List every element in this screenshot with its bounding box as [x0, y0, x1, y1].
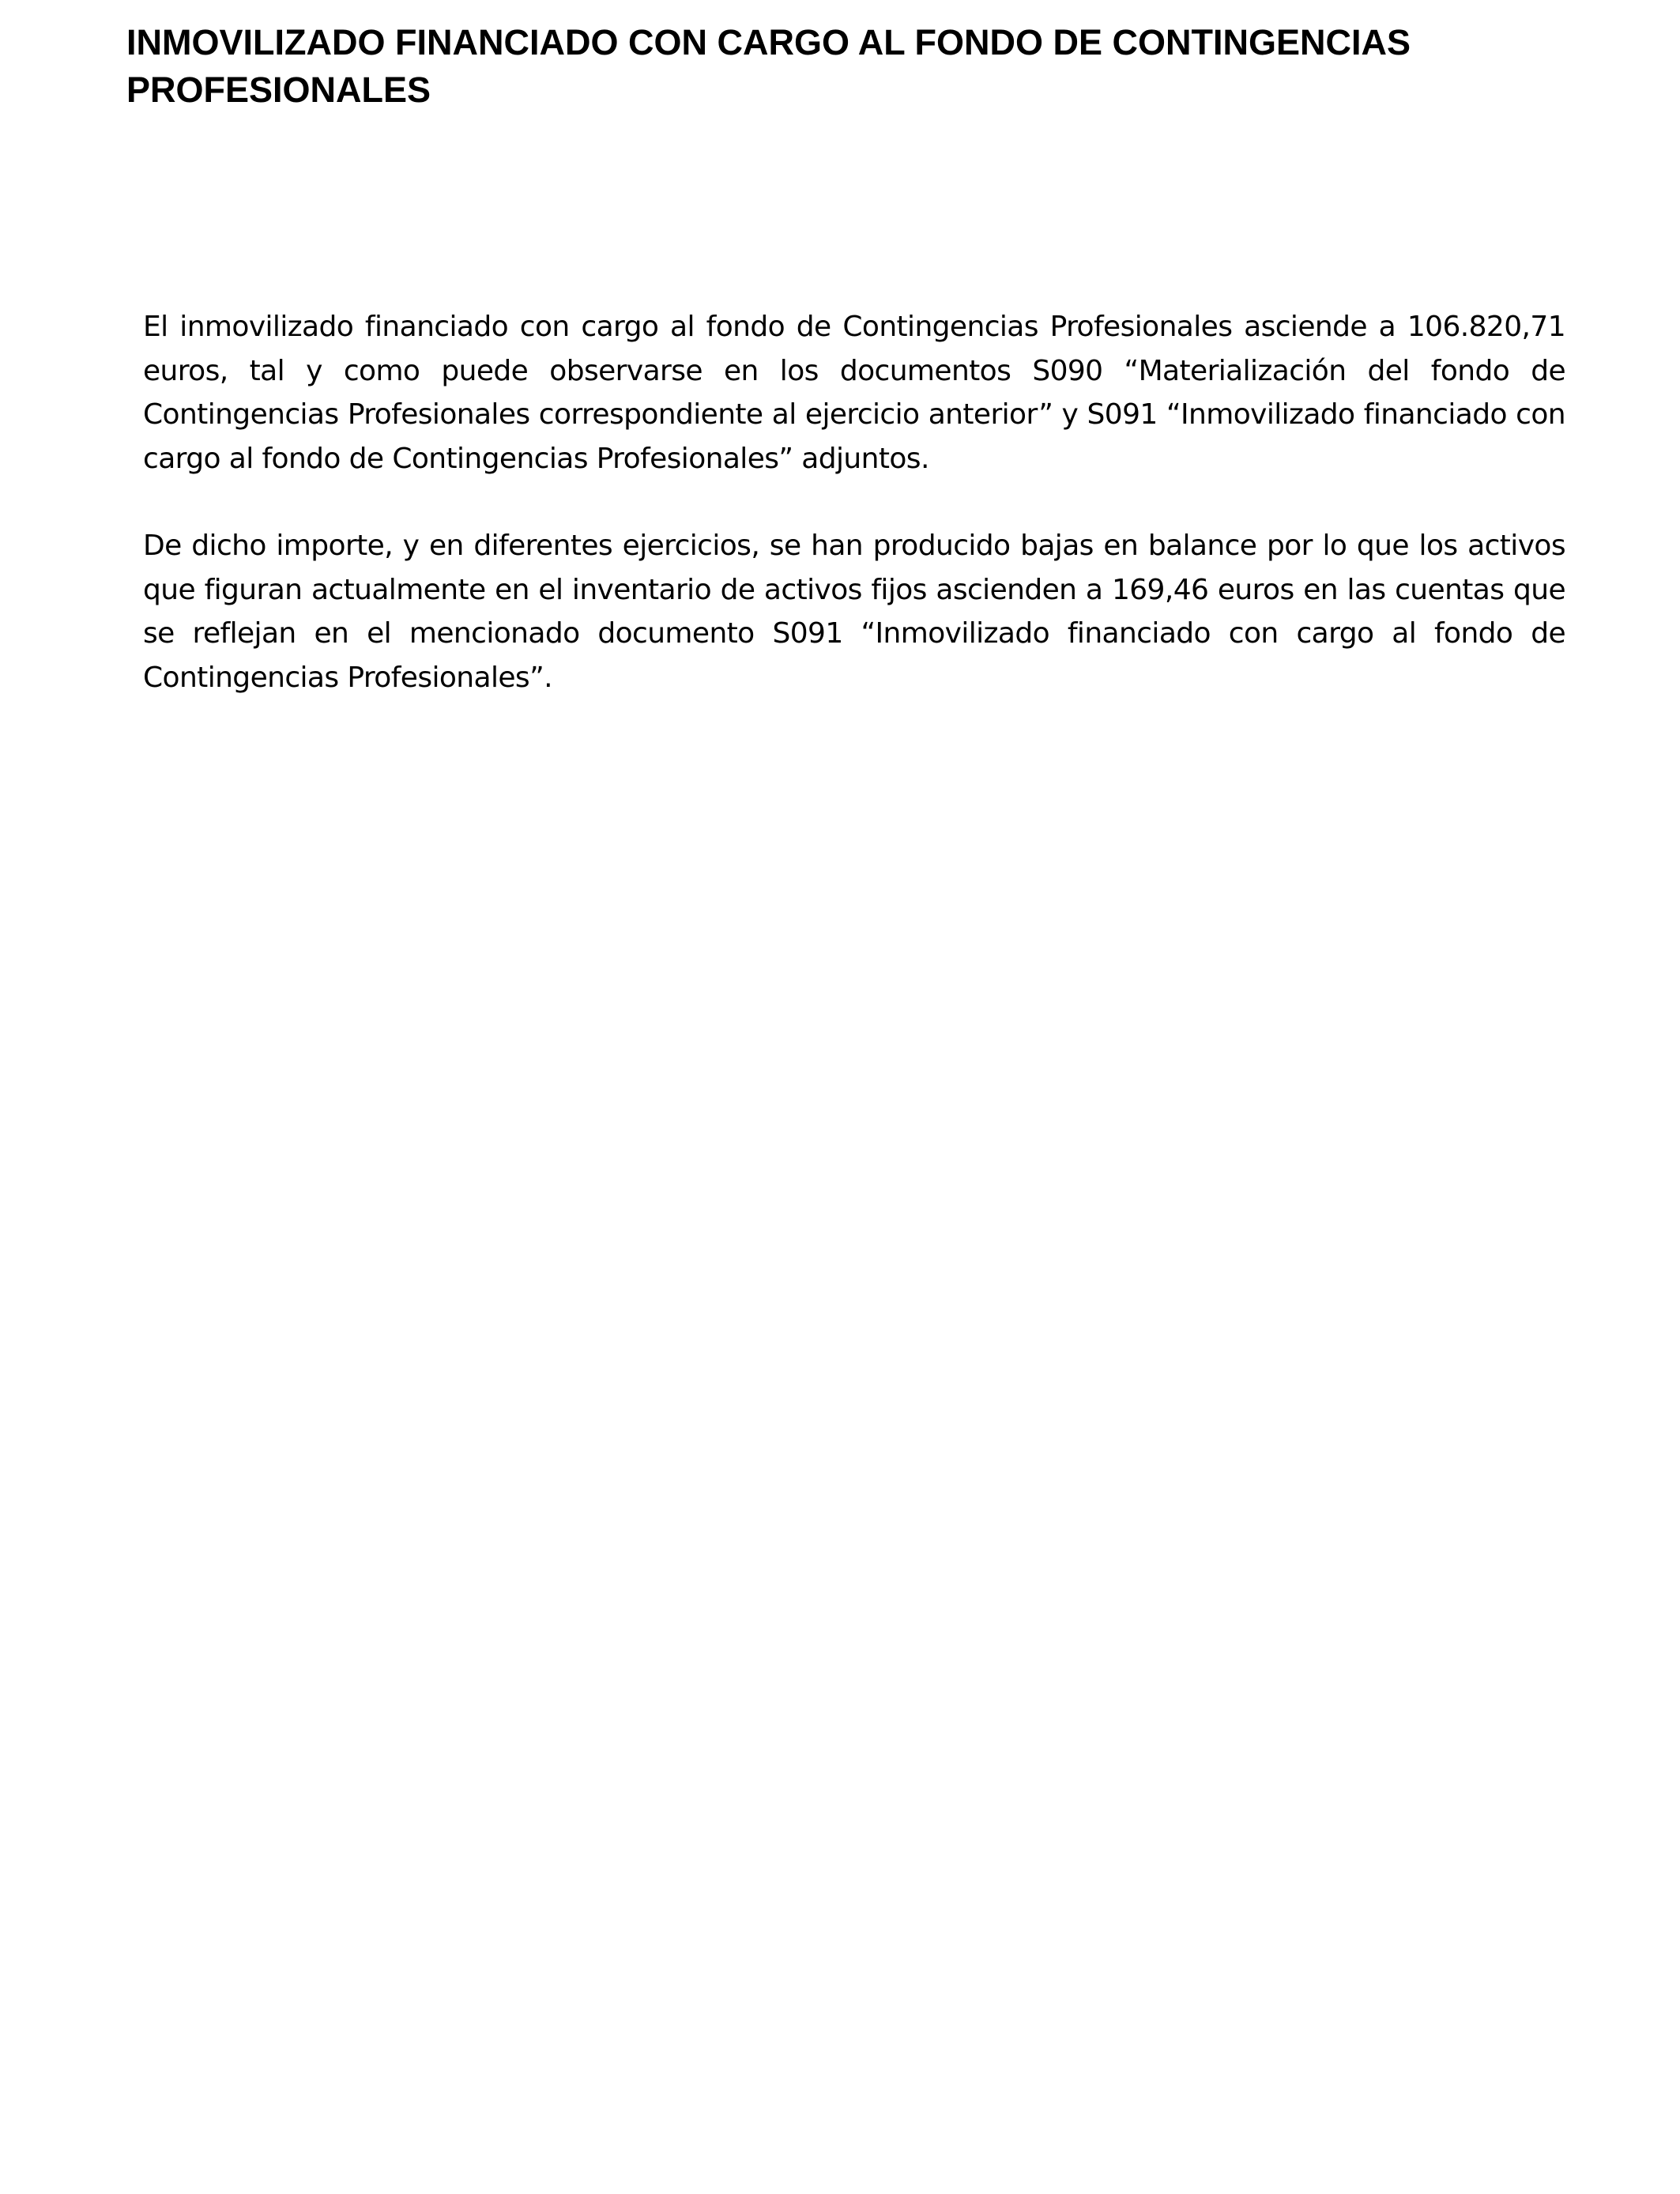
- paragraph-inmovilizado-total: El inmovilizado financiado con cargo al fondo de Contingencias Profesionales asciende a 106.820,71 euros, tal y como puede observarse en los documentos S090 “Materialización del fondo de Contingencias Profesionales correspondiente al ejercicio anterior” y S091 “Inmovilizado financiado con cargo al fondo de Contingencias Profesionales” adjuntos.: [143, 311, 1565, 475]
- document-body: [143, 305, 1565, 699]
- page-title: INMOVILIZADO FINANCIADO CON CARGO AL FONDO DE CONTINGENCIAS PROFESIONALES: [126, 22, 1411, 110]
- paragraph-bajas-balance: De dicho importe, y en diferentes ejercicios, se han producido bajas en balance por lo que los activos que figuran actualmente en el inventario de activos fijos ascienden a 169,46 euros en las cuentas que se reflejan en el mencionado documento S091 “Inmovilizado financiado con cargo al fondo de Contingencias Profesionales”.: [143, 530, 1565, 694]
